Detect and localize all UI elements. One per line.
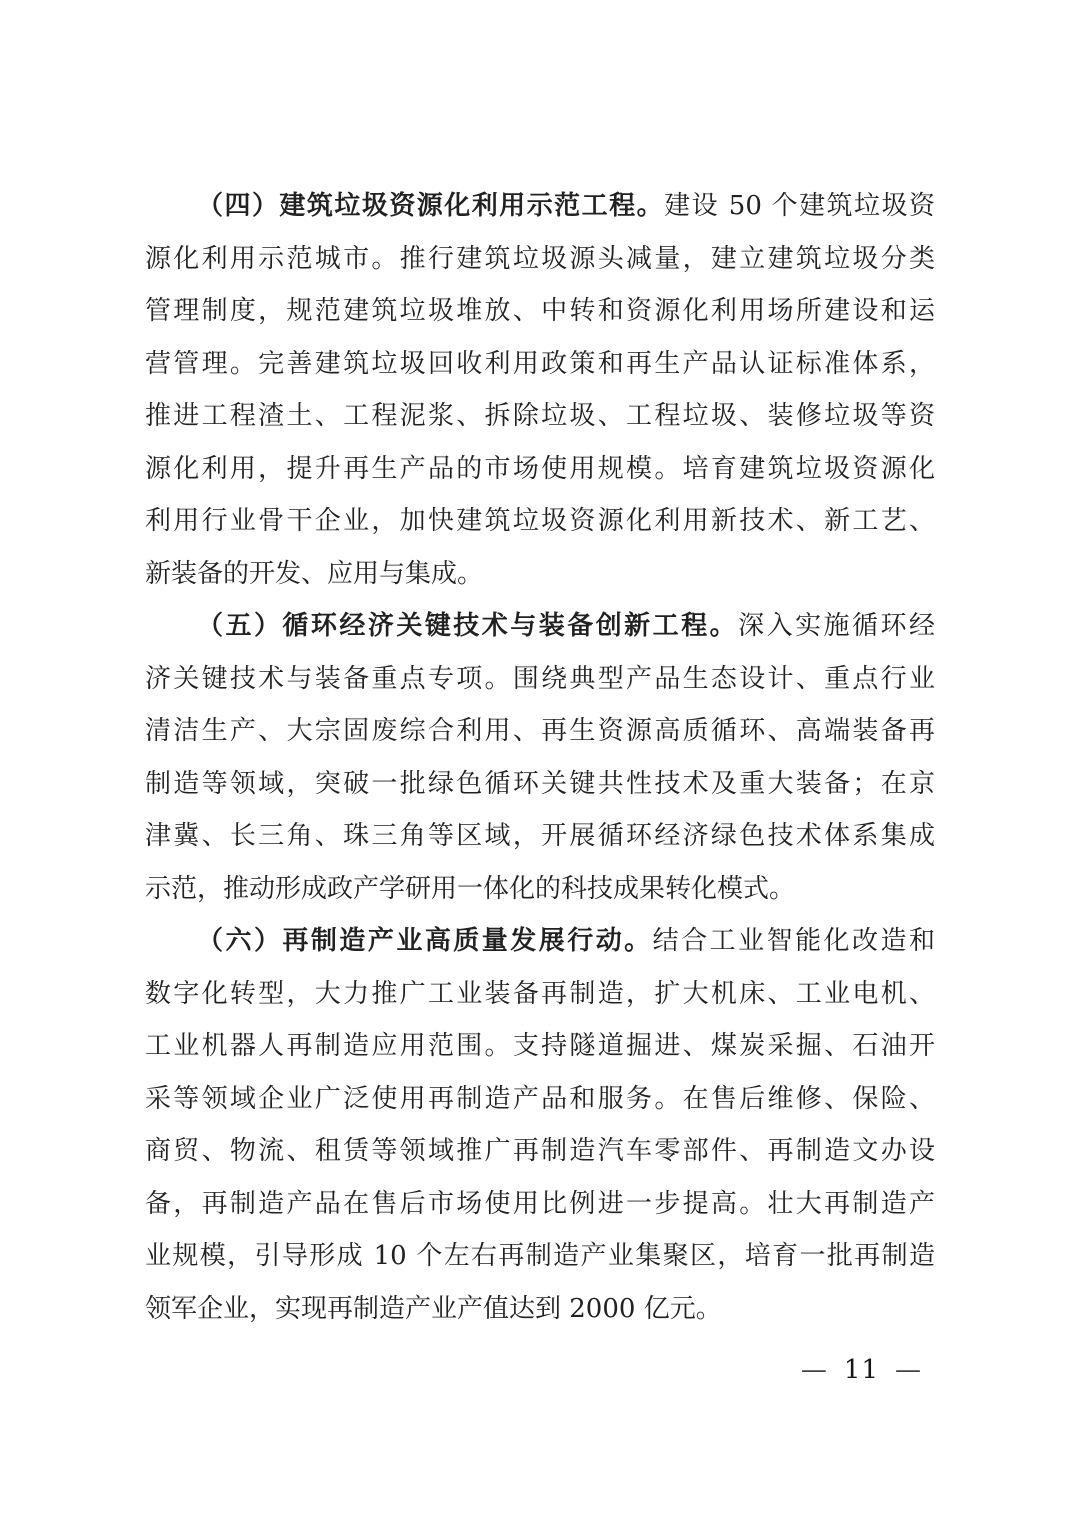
paragraph-text: 清洁生产、大宗固废综合利用、再生资源高质循环、高端装备再 — [145, 716, 935, 746]
paragraph-text: 工业机器人再制造应用范围。支持隧道掘进、煤炭采掘、石油开 — [145, 1031, 935, 1061]
paragraph-text: 业规模，引导形成 10 个左右再制造产业集聚区，培育一批再制造 — [145, 1241, 935, 1271]
text-line — [145, 863, 935, 916]
text-line — [145, 1178, 935, 1231]
text-line — [145, 390, 935, 443]
text-line — [145, 968, 935, 1021]
paragraph-text: 示范，推动形成政产学研用一体化的科技成果转化模式。 — [145, 873, 796, 904]
text-line — [145, 1283, 935, 1336]
text-line — [145, 1073, 935, 1126]
paragraph-text: 源化利用示范城市。推行建筑垃圾源头减量，建立建筑垃圾分类 — [145, 243, 935, 274]
footer-dash-left: — — [800, 1355, 828, 1385]
text-line — [145, 1020, 935, 1073]
page-footer — [801, 1348, 922, 1392]
paragraph-text: 源化利用，提升再生产品的市场使用规模。培育建筑垃圾资源化 — [145, 453, 935, 484]
paragraph-text: 推进工程渣土、工程泥浆、拆除垃圾、工程垃圾、装修垃圾等资 — [145, 401, 935, 431]
paragraph-text: 结合工业智能化改造和 — [652, 926, 935, 956]
text-line — [145, 758, 935, 811]
paragraph-heading: （四）建筑垃圾资源化利用示范工程。 — [197, 191, 665, 221]
paragraph-text: 深入实施循环经 — [738, 611, 935, 641]
paragraph-text: 备，再制造产品在售后市场使用比例进一步提高。壮大再制造产 — [145, 1188, 935, 1219]
text-line — [145, 1230, 935, 1283]
text-line — [145, 548, 935, 601]
text-line — [145, 338, 935, 391]
paragraph-text: 建设 50 个建筑垃圾资 — [664, 191, 935, 221]
text-line — [145, 285, 935, 338]
text-line — [145, 495, 935, 548]
text-line — [145, 233, 935, 286]
paragraph-text: 营管理。完善建筑垃圾回收利用政策和再生产品认证标准体系， — [145, 348, 935, 379]
paragraph-text: 济关键技术与装备重点专项。围绕典型产品生态设计、重点行业 — [145, 663, 935, 694]
paragraph-text: 管理制度，规范建筑垃圾堆放、中转和资源化利用场所建设和运 — [145, 296, 935, 326]
paragraph-text: 商贸、物流、租赁等领域推广再制造汽车零部件、再制造文办设 — [145, 1136, 935, 1166]
paragraph-text: 数字化转型，大力推广工业装备再制造，扩大机床、工业电机、 — [145, 978, 935, 1009]
text-line — [145, 810, 935, 863]
text-line — [145, 180, 935, 233]
text-line — [145, 443, 935, 496]
text-line — [145, 600, 935, 653]
page-number: 11 — [843, 1355, 879, 1385]
paragraph-text: 新装备的开发、应用与集成。 — [145, 558, 484, 589]
footer-dash-right: — — [895, 1355, 922, 1385]
paragraph-text: 采等领域企业广泛使用再制造产品和服务。在售后维修、保险、 — [145, 1083, 935, 1114]
paragraph-text: 津冀、长三角、珠三角等区域，开展循环经济绿色技术体系集成 — [145, 821, 935, 851]
text-line — [145, 1125, 935, 1178]
document-body — [145, 180, 935, 1335]
text-line — [145, 653, 935, 706]
text-line — [145, 705, 935, 758]
paragraph-heading: （六）再制造产业高质量发展行动。 — [197, 926, 653, 956]
paragraph-text: 利用行业骨干企业，加快建筑垃圾资源化利用新技术、新工艺、 — [145, 506, 935, 536]
paragraph-text: 领军企业，实现再制造产业产值达到 2000 亿元。 — [145, 1293, 722, 1324]
text-line — [145, 915, 935, 968]
paragraph-heading: （五）循环经济关键技术与装备创新工程。 — [197, 611, 739, 641]
paragraph-text: 制造等领域，突破一批绿色循环关键共性技术及重大装备；在京 — [145, 768, 935, 799]
